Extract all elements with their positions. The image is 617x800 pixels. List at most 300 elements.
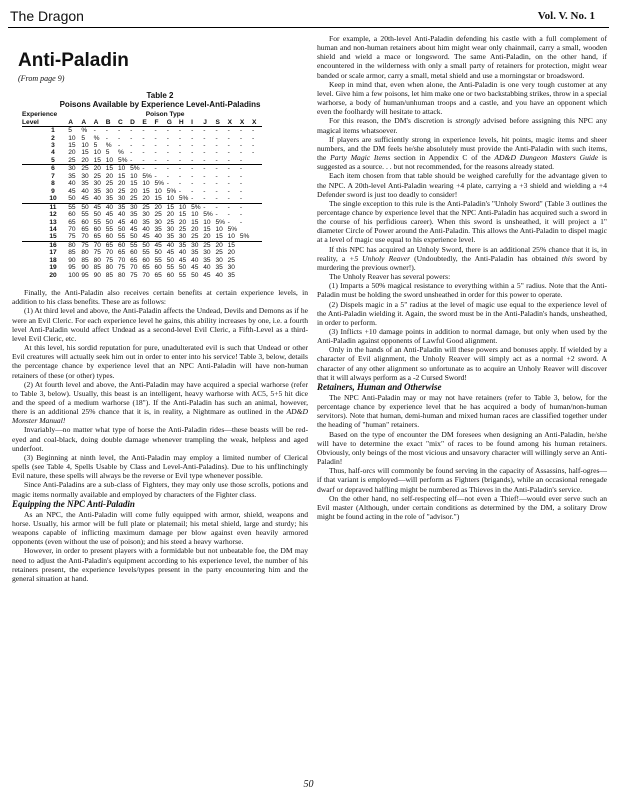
chance-cell [238,272,250,279]
table-row [22,272,262,279]
chance-cell: 15 [81,149,89,157]
chance-cell: 15 [142,187,150,195]
poison-type-header: D [128,119,140,127]
table-row [22,226,262,233]
chance-cell: 35 [154,225,162,233]
chance-cell: - [178,187,182,195]
chance-cell: 65 [154,271,162,279]
chance-cell: 30 [128,203,140,211]
chance-cell: - [140,165,152,173]
chance-cell: 25 [79,165,91,173]
chance-cell: - [213,127,225,135]
chance-cell [250,226,262,233]
chance-cell: 45 [191,264,199,272]
chance-cell: - [225,203,237,211]
chance-cell: - [239,211,243,219]
chance-cell: 30 [93,180,101,188]
chance-cell: 5% [203,211,213,219]
chance-cell [250,165,262,173]
poison-type-header: A [66,119,79,127]
chance-cell [250,249,262,256]
chance-cell: 10 [130,172,138,180]
chance-cell [238,249,250,256]
chance-cell [238,264,250,271]
chance-cell: - [191,195,194,203]
poison-type-header: E [140,119,152,127]
chance-cell: 35 [166,233,175,241]
chance-cell: - [166,172,169,180]
chance-cell: - [116,127,128,135]
chance-cell: 50 [178,264,187,272]
chance-cell: 5% [154,180,165,188]
chance-cell: 60 [130,249,138,257]
chance-cell: 55 [142,249,150,257]
chance-cell: 20 [81,156,89,164]
chance-cell: 65 [81,225,89,233]
chance-cell: - [178,141,182,149]
chance-cell: 20 [142,195,150,203]
chance-cell: 35 [93,187,101,195]
chance-cell: 55 [178,271,187,279]
level-cell: 5 [51,156,55,164]
paragraph: (2) Dispels magic in a 5" radius at the level of magic use equal to the experience level of the Anti-Paladin wielding it. Again, the sword must be in the Anti-Paladin's hands, unsheathed, in order to perform. [317,299,607,327]
chance-cell: % [117,149,124,157]
level-cell: 13 [49,218,57,226]
chance-cell: - [130,141,133,149]
chance-cell: - [225,165,237,173]
paragraph: Finally, the Anti-Paladin also receives certain benefits at certain experience levels, in addition to his class benefits. These are as follows: [12,288,308,307]
chance-cell: - [117,134,121,142]
poison-type-header: F [152,119,164,127]
chance-cell: - [178,149,182,157]
chance-cell: - [154,172,157,180]
chance-cell: 45 [130,225,138,233]
chance-cell: 20 [178,218,187,226]
chance-cell: 30 [154,218,162,226]
chance-cell: 35 [227,271,235,279]
paragraph [317,135,607,172]
chance-cell: - [238,127,250,135]
chance-cell: 20 [130,187,138,195]
chance-cell: 25 [130,195,138,203]
chance-cell: - [227,134,230,142]
chance-cell: 60 [154,264,162,272]
chance-cell: 60 [105,233,114,241]
chance-cell: 5% [227,225,238,233]
chance-cell: 40 [215,271,223,279]
table-row [22,241,262,249]
chance-cell: - [203,156,206,164]
chance-cell: 30 [189,241,201,249]
chance-cell: 30 [227,264,235,272]
chance-cell: - [104,127,116,135]
chance-cell: 15 [165,203,177,211]
chance-cell: - [238,165,250,173]
emphasis: Party Magic Items [330,153,391,163]
chance-cell: 5% [215,218,225,226]
chance-cell: - [239,195,243,203]
chance-cell: 40 [93,195,101,203]
text-run: advised before assigning this NPC any magical items whatsoever. [317,116,607,135]
col-header-experience: Experience [22,111,58,119]
chance-cell: 35 [81,180,89,188]
chance-cell: 50 [117,225,126,233]
chance-cell: 35 [177,241,189,249]
chance-cell: - [189,127,201,135]
chance-cell: 30 [215,256,223,264]
chance-cell: - [203,180,206,188]
chance-cell: 75 [93,249,101,257]
chance-cell: 70 [81,233,89,241]
chance-cell: 50 [191,271,199,279]
chance-cell: 25 [93,172,101,180]
chance-cell: 25 [68,156,76,164]
chance-cell: 20 [213,241,225,249]
chance-cell: 70 [91,241,103,249]
chance-cell: 65 [142,264,150,272]
chance-cell: 70 [68,225,76,233]
paragraph: As an NPC, the Anti-Paladin will come fully equipped with armor, shield, weapons and horse. Usually, his armor will be full plate or platemail; his metal shield, large and sturdy; his weapons capable of inflicting maximum damage per blow against even heavily armored opponents (even without the use of poison); and his steed a heavy warhorse. [12,509,308,547]
chance-cell: - [239,134,243,142]
poison-type-header: H [177,119,189,127]
chance-cell [250,272,262,279]
level-cell: 1 [22,127,66,135]
chance-cell: 95 [68,264,76,272]
chance-cell: - [201,203,213,211]
chance-cell: 20 [105,172,114,180]
chance-cell: 20 [68,149,76,157]
chance-cell: 50 [93,211,101,219]
chance-cell: 80 [117,271,126,279]
chance-cell: 20 [191,225,199,233]
chance-cell: 50 [105,218,114,226]
chance-cell: - [203,172,206,180]
chance-cell: 15 [154,195,162,203]
paragraph: The NPC Anti-Paladin may or may not have retainers (refer to Table 3, below, for the percentage chance by experience level that he has acquired a body of human/non-human servitors). Note that human, demi-human and mixed human races are classified together under the heading of "human" retainers. [317,392,607,430]
chance-cell: 60 [81,218,89,226]
chance-cell: 50 [68,195,76,203]
paragraph: However, in order to present players with a formidable but not unbeatable foe, the DM may need to adjust the Anti-Paladin's equipment according to his experience level, the number of his retainers present, the experience levels/types present in the party encountering him and the general situation at hand. [12,546,308,583]
chance-cell: 55 [128,241,140,249]
chance-cell: - [177,165,189,173]
chance-cell: - [166,149,169,157]
table-row [22,257,262,264]
right-column [317,34,607,521]
chance-cell [238,241,250,249]
table-row [22,195,262,203]
chance-cell: 60 [93,225,101,233]
chance-cell: 95 [81,271,89,279]
table-row [22,135,262,142]
chance-cell: 40 [142,225,150,233]
chance-cell: 80 [66,241,79,249]
chance-cell: 20 [117,180,126,188]
chance-cell: 5% [239,233,250,241]
chance-cell: 10 [105,156,114,164]
paragraph: The single exception to this rule is the Anti-Paladin's "Unholy Sword" (Table 3 outlines the percentage chance by experience level that the NPC Anti-Paladin has acquired such a sword in the course of his perfidious career). When this sword is unsheathed, it will project a 1" diameter Circle of Power around the Anti-Paladin. This allows the Anti-Paladin to dispel magic at a level of magic use equal to his experience level. [317,198,607,245]
table-row [22,142,262,149]
chance-cell: - [227,156,230,164]
chance-cell: - [215,187,218,195]
table-row [22,211,262,218]
level-cell: 20 [49,271,57,279]
chance-cell: 90 [68,256,76,264]
chance-cell: 5% [142,172,152,180]
table-row [22,203,262,211]
chance-cell: 35 [116,203,128,211]
table-row [22,165,262,173]
chance-cell: - [154,149,157,157]
chance-cell: 80 [105,264,114,272]
chance-cell: 40 [203,264,211,272]
chance-cell: 90 [81,264,89,272]
chance-cell: 50 [79,203,91,211]
chance-cell: - [215,211,218,219]
level-cell: 15 [49,233,57,241]
chance-cell: 10 [81,141,89,149]
poison-type-header: C [116,119,128,127]
chance-cell: 25 [166,218,175,226]
table-row [22,264,262,271]
chance-cell: 65 [93,233,101,241]
paragraph: (1) At third level and above, the Anti-Paladin affects the Undead, Devils and Demons as if he were an Evil Cleric. For each experience level he gains, this ability increases by one, i.e. a fourth level Anti-Paladin would affect Undead as a second-level Evil Cleric, a Fifth-Level as a third-level Evil Cleric, etc. [12,306,308,343]
chance-cell: % [79,127,91,135]
chance-cell: 40 [154,233,162,241]
chance-cell: - [239,149,243,157]
chance-cell: - [191,187,194,195]
chance-cell: 50 [154,249,162,257]
chance-cell: 65 [104,241,116,249]
level-cell: 19 [49,264,57,272]
level-cell: 8 [51,180,55,188]
chance-cell: 50 [130,233,138,241]
chance-cell: 15 [117,172,126,180]
chance-cell: 40 [68,180,76,188]
chance-cell: - [166,134,169,142]
chance-cell: - [191,149,194,157]
chance-cell: - [252,134,255,142]
chance-cell: - [227,195,230,203]
chance-cell: 15 [178,211,187,219]
chance-cell: % [105,141,112,149]
chance-cell: - [201,127,213,135]
chance-cell: 35 [142,218,150,226]
magazine-name: The Dragon [10,8,84,24]
text-run: For this reason, the DM's discretion is [329,116,456,126]
poison-type-header: X [250,119,262,127]
chance-cell: 40 [104,203,116,211]
chance-cell: 25 [140,203,152,211]
chance-cell: - [142,156,145,164]
chance-cell: 25 [201,241,213,249]
chance-cell: 35 [203,256,211,264]
text-run: (Undoubtedly, the Anti-Paladin has obtained [410,253,562,263]
chance-cell: - [203,187,206,195]
chance-cell: 70 [130,264,138,272]
poison-type-header: X [225,119,237,127]
chance-cell: - [203,134,206,142]
level-cell: 3 [51,141,55,149]
chance-cell: - [213,165,225,173]
chance-cell: 45 [68,187,76,195]
paragraph: Keep in mind that, even when alone, the Anti-Paladin is one very tough customer at any level. Give him a few poisons, let him make one or two backstabbing strikes, throw in a special warhorse, a body of human/unhuman troops and a castle, and you have an opponent which even the foolhardy will hesitate to attack. [317,79,607,117]
poison-type-header: G [165,119,177,127]
chance-cell: 20 [91,165,103,173]
chance-cell: - [166,141,169,149]
section-heading: Equipping the NPC Anti-Paladin [12,498,135,509]
chance-cell: 75 [105,256,114,264]
text-run: If players are sufficiently strong in experience levels, hit points, magic items and sheer numbers, and the DM feels he/she absolutely must provide the Anti-Paladin with such items, the [317,134,607,163]
chance-cell: 20 [227,249,235,257]
poison-type-header: I [189,119,201,127]
chance-cell: - [215,172,218,180]
chance-cell: 15 [191,218,199,226]
chance-cell: - [227,149,230,157]
chance-cell: 55 [93,218,101,226]
chance-cell: 10 [142,180,150,188]
chance-cell: 55 [81,211,89,219]
chance-cell [250,219,262,226]
table-row [22,127,262,135]
chance-cell: - [178,180,182,188]
chance-cell: 5 [66,127,79,135]
level-cell: 6 [22,165,66,173]
chance-cell: 30 [166,225,175,233]
paragraph: Only in the hands of an Anti-Paladin will these powers and bonuses apply. If wielded by a character of Evil alignment, the Unholy Reaver will simply act as a normal +2 sword. A character of any other alignment so unfortunate as to acquire an Unholy Reaver will discover that it will always perform as a -2 Cursed Sword! [317,345,607,382]
chance-cell: 25 [178,225,187,233]
chance-cell: 40 [81,187,89,195]
level-cell: 17 [49,249,57,257]
paragraph [317,116,607,134]
chance-cell: 30 [203,249,211,257]
paragraph [12,380,308,426]
chance-cell: 45 [91,203,103,211]
chance-cell: 55 [117,233,126,241]
chance-cell: 30 [66,165,79,173]
chance-cell: - [130,134,133,142]
chance-cell: 45 [117,218,126,226]
chance-cell: 45 [105,211,114,219]
emphasis: this [561,253,573,263]
chance-cell: - [130,156,133,164]
chance-cell [250,157,262,165]
chance-cell: - [252,149,255,157]
table-row [22,233,262,241]
chance-cell: - [130,149,133,157]
chance-cell: 30 [105,187,114,195]
chance-cell: 100 [68,271,80,279]
poison-type-header: S [213,119,225,127]
chance-cell: 15 [225,241,237,249]
chance-cell: 20 [166,211,175,219]
chance-cell: - [191,141,194,149]
chance-cell: - [189,165,201,173]
article-title: Anti-Paladin [18,50,129,71]
poison-type-header: B [104,119,116,127]
chance-cell: - [252,141,255,149]
chance-cell: - [238,203,250,211]
level-cell: 10 [49,195,57,203]
chance-cell [250,257,262,264]
chance-cell: 70 [117,256,126,264]
chance-cell: 5 [81,134,86,142]
chance-cell: 70 [105,249,114,257]
section-heading: Retainers, Human and Otherwise [317,381,442,392]
level-cell: 2 [51,134,55,142]
chance-cell: - [165,127,177,135]
chance-cell: - [177,127,189,135]
chance-cell: 35 [130,211,138,219]
chance-cell: - [203,149,206,157]
chance-cell: 10 [68,134,76,142]
chance-cell: 5 [93,141,98,149]
level-cell: 4 [51,149,55,157]
chance-cell [250,233,262,241]
chance-cell: - [215,180,218,188]
table-caption: Poisons Available by Experience Level-Anti-Paladins [59,100,261,110]
chance-cell: - [239,156,243,164]
chance-cell: 5% [166,187,177,195]
chance-cell: 35 [68,172,76,180]
chance-cell: - [191,156,194,164]
chance-cell: - [191,172,194,180]
chance-cell: 15 [203,225,211,233]
table-row [22,173,262,180]
book-title: AD&D Monster Manual! [12,407,308,426]
chance-cell [238,226,250,233]
chance-cell: - [178,156,182,164]
chance-cell: - [178,172,182,180]
page-number: 50 [303,779,314,790]
poison-table [22,111,262,279]
chance-cell: - [166,180,169,188]
text-run: section in Appendix C of the [390,153,495,163]
chance-cell: 70 [142,271,150,279]
chance-cell: 15 [130,180,138,188]
table-row [22,249,262,256]
header-rule [8,27,609,28]
chance-cell: - [239,218,243,226]
chance-cell: 45 [142,233,150,241]
chance-cell: - [227,141,230,149]
chance-cell: - [91,127,103,135]
chance-cell: - [191,180,194,188]
chance-cell: 40 [130,218,138,226]
chance-cell [250,195,262,203]
chance-cell: 50 [140,241,152,249]
chance-cell: 75 [68,233,76,241]
chance-cell: 25 [154,211,162,219]
chance-cell: - [203,195,206,203]
chance-cell: - [239,187,243,195]
left-column [12,34,308,583]
chance-cell: - [154,156,157,164]
table-row [22,188,262,195]
chance-cell: 25 [105,180,114,188]
table-row [22,149,262,156]
paragraph: Invariably—no matter what type of horse the Anti-Paladin rides—these beasts will be red-eyed and coal-black, doing double damage whenever trampling the weak, helpless and aged underfoot. [12,425,308,453]
emphasis: +5 Unholy Reaver [349,253,411,263]
chance-cell: 85 [68,249,76,257]
chance-cell: - [117,141,121,149]
chance-cell: 75 [117,264,126,272]
chance-cell: 10 [154,187,162,195]
chance-cell: - [227,187,230,195]
chance-cell: 25 [215,249,223,257]
chance-cell: 45 [152,241,164,249]
paragraph: On the other hand, no self-respecting elf—not even a Thief!—would ever serve such an Evil master (Although, under certain conditions as determined by the DM, a solitary Drow might be found acting in the role of "advisor.") [317,493,607,521]
chance-cell: 20 [152,203,164,211]
